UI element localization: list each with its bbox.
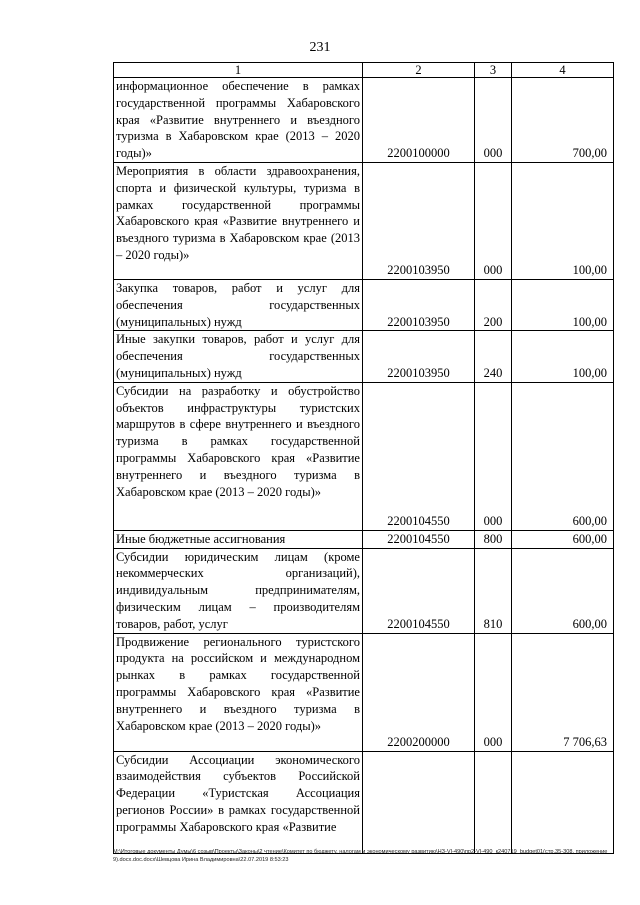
table-row (114, 163, 614, 280)
row-name: Иные закупки товаров, работ и услуг для обеспечения государственных (муниципальных) нужд (114, 331, 363, 382)
row-amount (512, 751, 614, 853)
table-row (114, 548, 614, 633)
column-header: 3 (475, 63, 512, 78)
row-name: Субсидии Ассоциации экономического взаимодействия субъектов Российской Федерации «Туристская Ассоциация регионов России» в рамках государственной программы Хабаровского края «Развитие (114, 751, 363, 853)
row-type (475, 751, 512, 853)
table-row (114, 633, 614, 751)
row-name: информационное обеспечение в рамках государственной программы Хабаровского края «Развитие внутреннего и въездного туризма в Хабаровском крае (2013 – 2020 годы)» (114, 78, 363, 163)
row-name: Закупка товаров, работ и услуг для обеспечения государственных (муниципальных) нужд (114, 280, 363, 331)
row-amount: 600,00 (512, 548, 614, 633)
budget-table (113, 62, 614, 854)
row-type: 000 (475, 78, 512, 163)
page-number: 231 (309, 40, 331, 55)
row-code: 2200103950 (363, 331, 475, 382)
table-header-row (114, 63, 614, 78)
row-type: 240 (475, 331, 512, 382)
row-type: 000 (475, 382, 512, 530)
row-amount: 600,00 (512, 530, 614, 548)
row-amount: 600,00 (512, 382, 614, 530)
row-amount: 100,00 (512, 331, 614, 382)
row-type: 200 (475, 280, 512, 331)
row-code: 2200103950 (363, 280, 475, 331)
file-path-footer: M:\Итоговые документы Думы\6 созыв\Проекты\Законы\2 чтение\Комитет по бюджету, налогам и экономическому развитию\НЗ-VI-490\пр2-VI-490_к240719_budget01(стр.35-308, приложение 9).docx.doc.docx\Шевцова Ирина Владимировна\22.07.2019 8:53:23 (113, 849, 608, 863)
table-row (114, 78, 614, 163)
table-row (114, 382, 614, 530)
row-amount: 100,00 (512, 163, 614, 280)
table-row (114, 280, 614, 331)
row-name: Субсидии юридическим лицам (кроме некоммерческих организаций), индивидуальным предпринимателям, физическим лицам – производителям товаров, работ, услуг (114, 548, 363, 633)
column-header: 2 (363, 63, 475, 78)
row-name: Продвижение регионального туристского продукта на российском и международном рынках в рамках государственной программы Хабаровского края «Развитие внутреннего и въездного туризма в Хабаровском крае (2013 – 2020 годы)» (114, 633, 363, 751)
row-code: 2200104550 (363, 530, 475, 548)
table-row (114, 751, 614, 853)
row-name: Субсидии на разработку и обустройство объектов инфраструктуры туристских маршрутов в сфере внутреннего и въездного туризма в рамках государственной программы Хабаровского края «Развитие внутреннего и въездного туризма в Хабаровском крае (2013 – 2020 годы)» (114, 382, 363, 530)
column-header: 1 (114, 63, 363, 78)
row-name: Мероприятия в области здравоохранения, спорта и физической культуры, туризма в рамках государственной программы Хабаровского края «Развитие внутреннего и въездного туризма в Хабаровском крае (2013 – 2020 годы)» (114, 163, 363, 280)
row-type: 810 (475, 548, 512, 633)
row-amount: 700,00 (512, 78, 614, 163)
row-type: 000 (475, 633, 512, 751)
row-code: 2200103950 (363, 163, 475, 280)
row-name: Иные бюджетные ассигнования (114, 530, 363, 548)
row-amount: 100,00 (512, 280, 614, 331)
table-row (114, 530, 614, 548)
row-amount: 7 706,63 (512, 633, 614, 751)
row-code: 2200100000 (363, 78, 475, 163)
row-code: 2200104550 (363, 548, 475, 633)
column-header: 4 (512, 63, 614, 78)
row-code: 2200200000 (363, 633, 475, 751)
row-type: 800 (475, 530, 512, 548)
row-type: 000 (475, 163, 512, 280)
table-row (114, 331, 614, 382)
row-code: 2200104550 (363, 382, 475, 530)
row-code (363, 751, 475, 853)
